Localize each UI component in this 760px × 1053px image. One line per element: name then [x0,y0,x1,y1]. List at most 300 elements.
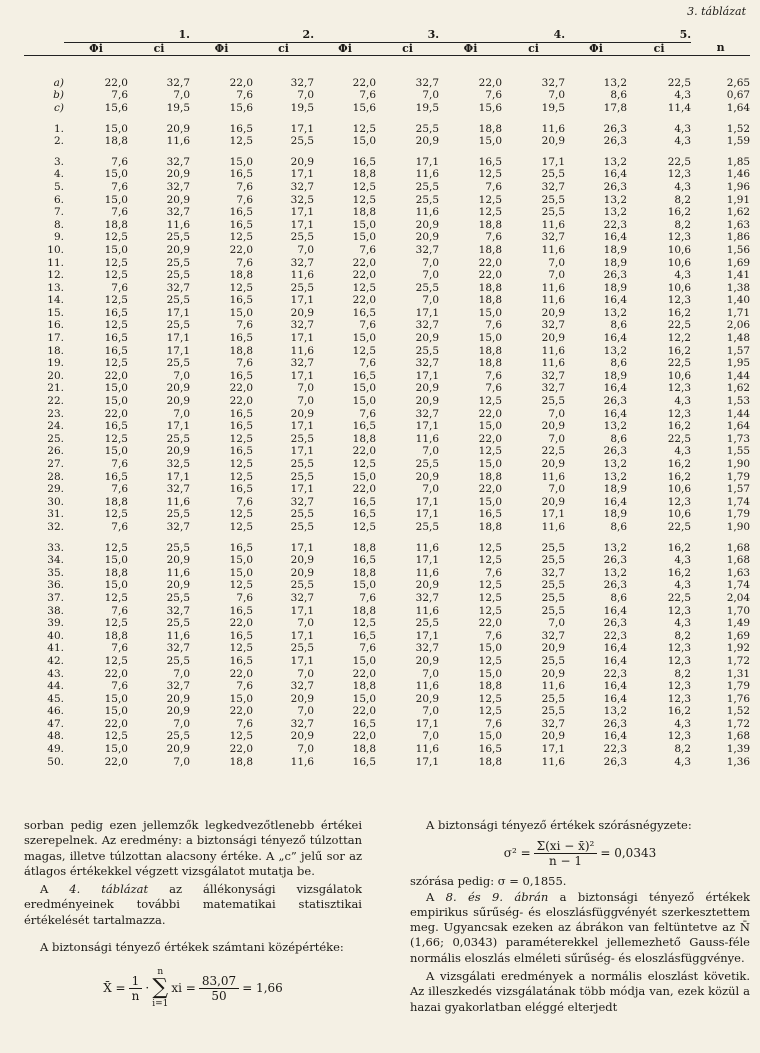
table-cell: 8,6 [610,591,628,604]
table-cell: 32,5 [290,193,315,206]
table-cell: 7,0 [548,256,566,269]
table-cell: 25,5 [541,591,566,604]
table-cell: 22,0 [352,76,377,89]
table-cell: 12,5 [229,579,254,592]
table-cell: 18,8 [104,495,128,508]
table-cell: 32,7 [166,155,191,168]
table-cell: 26,3 [603,122,628,135]
table-cell: 12,5 [352,458,377,470]
table-cell: 22,5 [667,319,692,332]
row-label: 7. [53,206,64,219]
table-cell: 26,3 [603,135,628,148]
table-cell: 22,0 [352,256,377,269]
row-label: 27. [47,458,64,470]
table-cell: 16,5 [229,483,254,496]
table-cell: 12,5 [229,231,254,244]
table-cell: 18,8 [352,566,377,579]
table-row [24,592,750,605]
row-label: 10. [47,243,64,256]
table-cell: 7,6 [485,369,503,382]
table-cell: 11,6 [290,269,315,282]
table-cell: 15,0 [352,218,377,231]
table-row [24,294,750,307]
paragraph: A 8. és 9. ábrán a biztonsági tényező értékek empirikus sűrűség- és eloszlásfüggvényét szerkesztettem meg. Ugyancsak ezeken az ábrákon van feltüntetve az N̄ (1,66; 0,0343) paraméterekkel jellemezhető Gauss-féle normális eloszlás elméleti sűrűség- és eloszlásfüggvénye. [410,889,750,965]
table-cell: 17,1 [415,508,440,521]
table-cell: 1,69 [726,629,751,642]
table-cell: 26,3 [603,269,628,282]
table-cell: 16,5 [229,445,254,458]
table-cell: 19,5 [541,101,566,114]
table-row [24,642,750,655]
table-cell: 11,4 [667,101,692,114]
table-cell: 4,3 [674,269,692,282]
table-cell: 7,0 [297,705,315,718]
row-label: 16. [47,319,64,332]
table-cell: 11,6 [166,629,191,642]
table-cell: 7,6 [236,591,254,604]
table-cell: 32,7 [166,281,191,294]
table-cell: 18,8 [104,135,128,148]
table-cell: 20,9 [541,730,566,743]
table-cell: 7,0 [297,395,315,408]
table-cell: 16,5 [352,306,377,319]
table-cell: 11,6 [541,520,566,533]
table-cell: 32,7 [541,369,566,382]
table-cell: 17,1 [290,420,315,433]
row-label: 26. [47,445,64,458]
table-row [24,194,750,207]
table-cell: 20,9 [415,692,440,705]
row-label: 40. [47,629,64,642]
table-cell: 7,0 [548,89,566,102]
table-row [24,693,750,706]
table-cell: 15,0 [104,554,128,567]
table-row [24,357,750,370]
group-header-row [24,29,750,42]
table-cell: 11,6 [415,743,440,756]
table-cell: 7,6 [359,89,377,102]
table-row [24,420,750,433]
paragraph: sorban pedig ezen jellemzők legkedvezőtlenebb értékei szerepelnek. Az eredmény: a biztonsági tényező túlzottan magas, illetve túlzottan alacsony értéke. A „c” jelű sor az átlagos értékekkel végzett vizsgálatot mutatja be. [24,818,362,878]
paragraph: szórása pedig: σ = 0,1855. [410,874,567,889]
table-cell: 12,5 [229,730,254,743]
col-header: ci [153,41,165,55]
table-cell: 12,5 [229,281,254,294]
table-row [24,579,750,592]
col-header: ci [653,41,665,55]
table-cell: 7,6 [111,483,128,496]
table-cell: 12,3 [667,495,692,508]
table-cell: 7,6 [111,89,128,102]
table-cell: 26,3 [603,617,628,630]
table-cell: 12,3 [667,654,692,667]
table-row [24,508,750,521]
table-cell: 7,0 [173,667,191,680]
table-row [24,496,750,509]
table-cell: 17,8 [603,101,628,114]
table-cell: 0,67 [726,89,751,102]
table-cell: 12,5 [478,395,503,408]
table-cell: 15,0 [478,458,503,470]
table-cell: 22,0 [104,369,128,382]
table-cell: 7,6 [359,243,377,256]
row-label: 31. [47,508,64,521]
table-cell: 22,0 [478,256,503,269]
table-cell: 16,2 [667,705,692,718]
row-label: 47. [47,717,64,730]
table-cell: 25,5 [290,432,315,445]
table-cell: 1,72 [726,717,751,730]
table-cell: 4,3 [674,122,692,135]
table-row [24,542,750,555]
paragraph: A 4. táblázat az állékonysági vizsgálatok eredményeinek további matematikai statisztikai értékelését tartalmazza. [24,882,362,927]
table-cell: 18,8 [352,604,377,617]
row-label: 35. [47,566,64,579]
table-cell: 25,5 [415,344,440,357]
table-cell: 15,0 [104,395,128,408]
table-cell: 7,6 [111,180,128,193]
table-cell: 18,9 [603,281,628,294]
table-cell: 25,5 [415,180,440,193]
table-cell: 12,3 [667,604,692,617]
table-row [24,77,750,90]
table-cell: 18,8 [352,432,377,445]
table-cell: 20,9 [541,420,566,433]
table-cell: 17,1 [290,369,315,382]
table-cell: 7,0 [422,89,440,102]
table-cell: 13,2 [603,344,628,357]
row-label: 41. [47,642,64,655]
table-cell: 11,6 [541,294,566,307]
table-cell: 7,6 [111,206,128,219]
table-cell: 11,6 [166,566,191,579]
table-cell: 16,5 [104,470,128,483]
table-cell: 13,2 [603,470,628,483]
table-cell: 11,6 [166,218,191,231]
table-cell: 7,6 [359,642,377,655]
row-label: 39. [47,617,64,630]
table-cell: 12,5 [104,231,128,244]
table-cell: 20,9 [541,135,566,148]
row-label: 43. [47,667,64,680]
table-cell: 12,5 [104,269,128,282]
table-cell: 18,9 [603,243,628,256]
table-cell: 25,5 [166,730,191,743]
table-cell: 32,7 [166,680,191,693]
table-cell: 16,4 [603,642,628,655]
table-cell: 1,92 [726,642,751,655]
table-cell: 11,6 [415,168,440,181]
table-cell: 16,5 [229,604,254,617]
table-cell: 25,5 [166,432,191,445]
table-cell: 8,2 [674,743,692,756]
table-row [24,668,750,681]
table-cell: 17,1 [166,420,191,433]
table-cell: 1,53 [726,395,751,408]
table-cell: 22,0 [229,743,254,756]
table-row [24,743,750,756]
table-cell: 16,2 [667,470,692,483]
table-row [24,445,750,458]
table-cell: 1,44 [726,369,751,382]
table-cell: 25,5 [166,617,191,630]
table-row [24,605,750,618]
table-cell: 12,5 [478,692,503,705]
row-label: 46. [47,705,64,718]
paragraph: A biztonsági tényező értékek szórásnégyzete: [426,818,692,832]
table-row [24,102,750,115]
table-cell: 20,9 [541,642,566,655]
table-cell: 16,5 [229,407,254,420]
table-cell: 22,0 [104,76,128,89]
table-cell: 7,6 [485,180,503,193]
table-cell: 4,3 [674,445,692,458]
table-cell: 17,1 [415,155,440,168]
table-cell: 32,7 [415,76,440,89]
table-cell: 22,5 [541,445,566,458]
table-cell: 16,5 [478,508,503,521]
table-cell: 12,5 [478,705,503,718]
table-cell: 16,5 [104,332,128,345]
table-cell: 22,5 [667,155,692,168]
table-row [24,483,750,496]
table-cell: 16,2 [667,344,692,357]
table-cell: 12,5 [229,135,254,148]
table-cell: 12,5 [478,654,503,667]
table-row [24,567,750,580]
table-cell: 25,5 [415,122,440,135]
table-cell: 17,1 [415,495,440,508]
table-cell: 25,5 [166,269,191,282]
table-cell: 15,0 [352,579,377,592]
table-cell: 22,0 [352,705,377,718]
table-cell: 32,7 [290,680,315,693]
table-cell: 32,5 [166,458,191,470]
table-cell: 12,5 [104,256,128,269]
table-cell: 32,7 [290,76,315,89]
table-cell: 7,6 [485,382,503,395]
table-cell: 25,5 [290,520,315,533]
row-label: 28. [47,470,64,483]
table-cell: 15,0 [352,135,377,148]
table-cell: 7,6 [111,281,128,294]
table-cell: 17,1 [290,206,315,219]
table-cell: 15,0 [352,470,377,483]
table-cell: 12,5 [229,508,254,521]
table-cell: 15,6 [352,101,377,114]
table-row [24,554,750,567]
table-cell: 16,5 [229,294,254,307]
table-cell: 20,9 [166,382,191,395]
table-cell: 12,5 [352,122,377,135]
table-cell: 13,2 [603,193,628,206]
table-cell: 7,0 [173,755,191,768]
table-cell: 1,55 [726,445,751,458]
table-cell: 15,0 [478,420,503,433]
table-cell: 7,0 [548,407,566,420]
row-label: 1. [53,122,64,135]
table-cell: 18,9 [603,508,628,521]
table-cell: 12,5 [104,319,128,332]
table-cell: 15,0 [104,193,128,206]
table-cell: 17,1 [290,604,315,617]
table-cell: 12,5 [478,579,503,592]
group-header: 3. [314,29,439,42]
table-cell: 19,5 [166,101,191,114]
table-cell: 16,4 [603,168,628,181]
table-cell: 12,5 [229,470,254,483]
table-cell: 16,4 [603,604,628,617]
table-cell: 25,5 [166,319,191,332]
row-label: 19. [47,357,64,370]
table-cell: 22,0 [229,617,254,630]
table-cell: 16,4 [603,730,628,743]
table-cell: 1,95 [726,357,751,370]
table-cell: 22,0 [352,730,377,743]
table-cell: 11,6 [541,281,566,294]
table-cell: 32,7 [166,76,191,89]
table-cell: 32,7 [541,180,566,193]
table-cell: 1,90 [726,458,751,470]
table-cell: 16,5 [352,554,377,567]
table-cell: 25,5 [415,520,440,533]
table-cell: 1,63 [726,218,751,231]
table-cell: 16,5 [104,420,128,433]
table-cell: 18,8 [478,122,503,135]
table-cell: 32,7 [290,256,315,269]
table-cell: 16,4 [603,495,628,508]
table-cell: 1,52 [726,122,751,135]
table-cell: 18,8 [478,294,503,307]
table-row [24,219,750,232]
table-cell: 22,3 [603,218,628,231]
table-cell: 17,1 [290,332,315,345]
table-cell: 22,3 [603,743,628,756]
table-cell: 12,5 [352,193,377,206]
table-cell: 22,5 [667,591,692,604]
row-label: 6. [53,193,64,206]
variance-formula: σ² = $\frac{\text{Σ(xi − x̄)²}}{n - 1}$ = 0,0343 [503,839,657,869]
table-cell: 22,0 [104,755,128,768]
table-cell: 11,6 [415,566,440,579]
table-cell: 7,0 [422,730,440,743]
table-cell: 25,5 [415,458,440,470]
table-cell: 17,1 [541,508,566,521]
table-cell: 1,62 [726,382,751,395]
table-cell: 20,9 [290,692,315,705]
table-row [24,231,750,244]
table-cell: 22,0 [478,483,503,496]
table-cell: 7,0 [422,256,440,269]
table-cell: 16,2 [667,566,692,579]
table-row [24,705,750,718]
row-label: 12. [47,269,64,282]
table-cell: 12,5 [478,206,503,219]
table-cell: 7,6 [485,319,503,332]
table-row [24,680,750,693]
table-cell: 20,9 [541,332,566,345]
table-cell: 17,1 [166,332,191,345]
row-label: 20. [47,369,64,382]
table-cell: 16,5 [352,155,377,168]
table-cell: 7,6 [236,180,254,193]
table-cell: 12,3 [667,692,692,705]
table-cell: 22,0 [478,76,503,89]
table-cell: 20,9 [541,458,566,470]
table-cell: 12,5 [104,357,128,370]
table-cell: 18,8 [478,680,503,693]
table-cell: 25,5 [541,579,566,592]
table-cell: 4,3 [674,89,692,102]
table-cell: 25,5 [166,256,191,269]
table-cell: 16,5 [478,743,503,756]
group-header: 1. [64,29,190,42]
table-cell: 25,5 [415,193,440,206]
table-cell: 12,5 [104,294,128,307]
row-label: 38. [47,604,64,617]
table-cell: 15,0 [352,692,377,705]
table-cell: 1,74 [726,495,751,508]
col-header: ci [278,41,289,55]
table-cell: 17,1 [290,483,315,496]
row-label: 36. [47,579,64,592]
table-cell: 18,8 [478,755,503,768]
table-cell: 15,0 [104,168,128,181]
table-cell: 12,2 [667,332,692,345]
table-cell: 7,0 [548,483,566,496]
table-row [24,181,750,194]
table-cell: 8,2 [674,218,692,231]
table-cell: 7,0 [297,743,315,756]
table-cell: 12,3 [667,730,692,743]
table-cell: 25,5 [166,654,191,667]
table-cell: 18,8 [229,755,254,768]
table-cell: 16,5 [229,206,254,219]
table-cell: 16,5 [352,755,377,768]
table-cell: 12,3 [667,382,692,395]
table-cell: 15,0 [104,743,128,756]
table-cell: 12,5 [478,591,503,604]
table-cell: 1,52 [726,705,751,718]
table-cell: 12,5 [104,730,128,743]
table-cell: 15,0 [104,243,128,256]
table-cell: 20,9 [415,579,440,592]
table-cell: 20,9 [166,122,191,135]
table-cell: 1,74 [726,579,751,592]
row-label: 48. [47,730,64,743]
table-cell: 25,5 [166,231,191,244]
table-cell: 18,8 [352,680,377,693]
table-cell: 15,0 [352,654,377,667]
row-label: 21. [47,382,64,395]
table-cell: 22,0 [478,269,503,282]
group-header: 5. [565,29,691,42]
table-cell: 16,2 [667,206,692,219]
table-cell: 11,6 [541,680,566,693]
table-cell: 15,6 [104,101,128,114]
table-cell: 1,38 [726,281,751,294]
table-cell: 18,8 [478,344,503,357]
table-cell: 32,7 [166,520,191,533]
table-cell: 7,6 [236,495,254,508]
table-cell: 17,1 [541,743,566,756]
table-cell: 16,5 [352,420,377,433]
table-cell: 1,31 [726,667,751,680]
table-cell: 12,5 [229,432,254,445]
table-cell: 15,6 [229,101,254,114]
figure-reference: 8. és 9. ábrán [445,889,549,904]
table-cell: 16,4 [603,294,628,307]
